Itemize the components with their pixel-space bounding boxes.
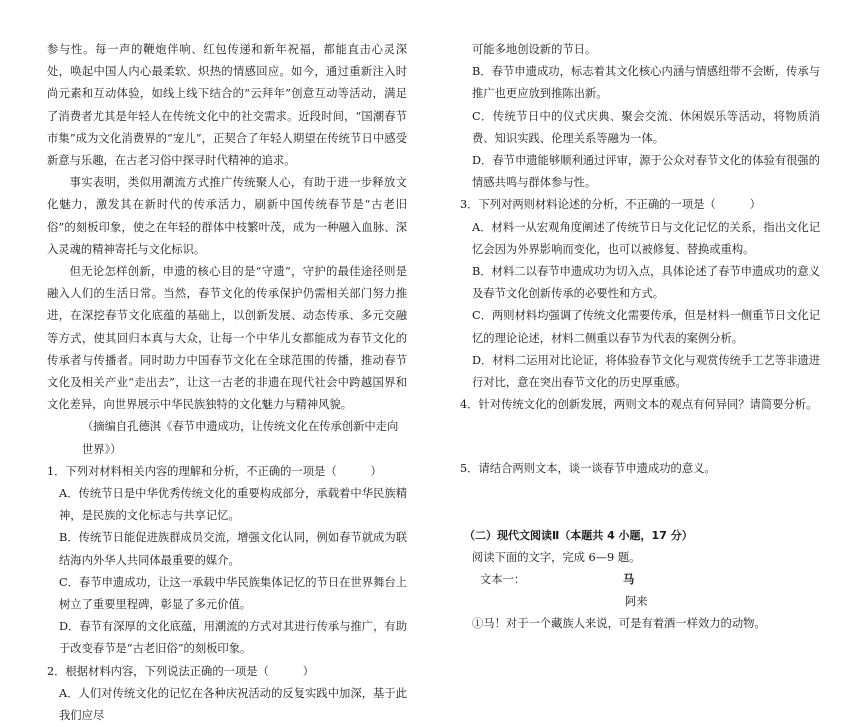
paragraph-2: 事实表明，类似用潮流方式推广传统聚人心，有助于进一步释放文化魅力，激发其在新时代的传承活力，刷新中国传统春节是“古老旧俗”的刻板印象，使之在年轻的群体中枝繁叶茂，成为一种融入血脉、深入灵魂的精神寄托与文化标识。 [47,176,407,256]
right-column [460,39,820,636]
question-1-option-d: D．春节有深厚的文化底蕴，用潮流的方式对其进行传承与推广，有助于改变春节是“古老旧俗”的刻板印象。 [59,620,407,656]
question-2-option-d: D．春节申遗能够顺利通过评审，源于公众对春节文化的体验有很强的情感共鸣与群体参与性。 [472,154,820,190]
answer-space-5 [460,481,820,525]
question-4: 4．针对传统文化的创新发展，两则文本的观点有何异同？请简要分析。 [460,398,818,412]
paragraph-3: 但无论怎样创新，申遗的核心目的是“守遗”，守护的最佳途径则是融入人们的生活日常。当然，春节文化的传承保护仍需相关部门努力推进，在深挖春节文化底蕴的基础上，以创新发展、动态传承、多元交融等方式，使其回归本真与大众，让每一个中华儿女都能成为春节文化的传承者与传播者。同时助力中国春节文化在全球范围的传播，推动春节文化及相关产业“走出去”，让这一古老的非遗在现代社会中跨越国界和文化差异，向世界展示中华民族独特的文化魅力与精神风貌。 [47,265,407,412]
question-2-option-b: B．春节申遗成功，标志着其文化核心内涵与情感纽带不会断，传承与推广也更应放到推陈出新。 [472,65,820,101]
question-2-option-a: A．人们对传统文化的记忆在各种庆祝活动的反复实践中加深，基于此我们应尽 [59,686,407,723]
question-2-option-c: C．传统节日中的仪式庆典、聚会交流、休闲娱乐等活动，将物质消费、知识实践、伦理关系等融为一体。 [472,109,820,145]
reading-instruction: 阅读下面的文字，完成 6—9 题。 [472,550,641,564]
question-2: 2．根据材料内容，下列说法正确的一项是（ ） [47,664,315,678]
question-3-option-d: D．材料二运用对比论证，将体验春节文化与观赏传统手工艺等非遗进行对比，意在突出春节文化的历史厚重感。 [472,353,820,390]
text-one-paragraph-1: ①马！对于一个藏族人来说，可是有着酒一样效力的动物。 [472,617,766,631]
question-1-option-b: B．传统节日能促进族群成员交流，增强文化认同，例如春节就成为联结海内外华人共同体最重要的媒介。 [59,531,407,567]
text-one-author: 阿来 [625,595,648,609]
section-heading: （二）现代文阅读Ⅱ（本题共 4 小题，17 分） [464,528,693,542]
paragraph-1: 参与性。每一声的鞭炮伴响、红包传递和新年祝福，都能直击心灵深处，唤起中国人内心最柔软、炽热的情感回应。如今，通过重新注入时尚元素和互动体验，如线上线下结合的“云拜年”创意互动等活动，满足了消费者尤其是年轻人在传统文化中的社交需求。近段时间，“国潮春节市集”成为文化消费界的“宠儿”，正契合了年轻人期望在传统节日中感受新意与乐趣，在古老习俗中探寻时代精神的追求。 [47,43,407,168]
question-3-option-a: A．材料一从宏观角度阐述了传统节日与文化记忆的关系，指出文化记忆会因为外界影响而变化，也可以被修复、替换或重构。 [472,220,820,256]
question-3-option-c: C．两则材料均强调了传统文化需要传承，但是材料一侧重节日文化记忆的理论论述，材料二侧重以春节为代表的案例分析。 [472,309,820,345]
source-citation: （摘编自孔德淇《春节申遗成功，让传统文化在传承创新中走向世界》） [82,420,399,456]
question-1: 1．下列对材料相关内容的理解和分析，不正确的一项是（ ） [47,464,382,478]
left-column [47,39,407,727]
question-1-option-c: C．春节申遗成功，让这一承载中华民族集体记忆的节日在世界舞台上树立了重要里程碑，彰显了多元价值。 [59,575,407,612]
text-one-line [460,569,820,591]
question-3: 3．下列对两则材料论述的分析，不正确的一项是（ ） [460,198,761,212]
answer-space-4 [460,416,820,458]
question-1-option-a: A．传统节日是中华优秀传统文化的重要构成部分，承载着中华民族精神，是民族的文化标志与共享记忆。 [59,487,407,523]
question-3-option-b: B．材料二以春节申遗成功为切入点，具体论述了春节申遗成功的意义及春节文化创新传承的必要性和方式。 [472,265,820,301]
question-5: 5．请结合两则文本，谈一谈春节申遗成功的意义。 [460,462,716,476]
question-2-option-a-continued: 可能多地创设新的节日。 [472,43,597,56]
text-one-title: 马 [623,573,635,587]
text-one-label: 文本一： [480,573,526,587]
